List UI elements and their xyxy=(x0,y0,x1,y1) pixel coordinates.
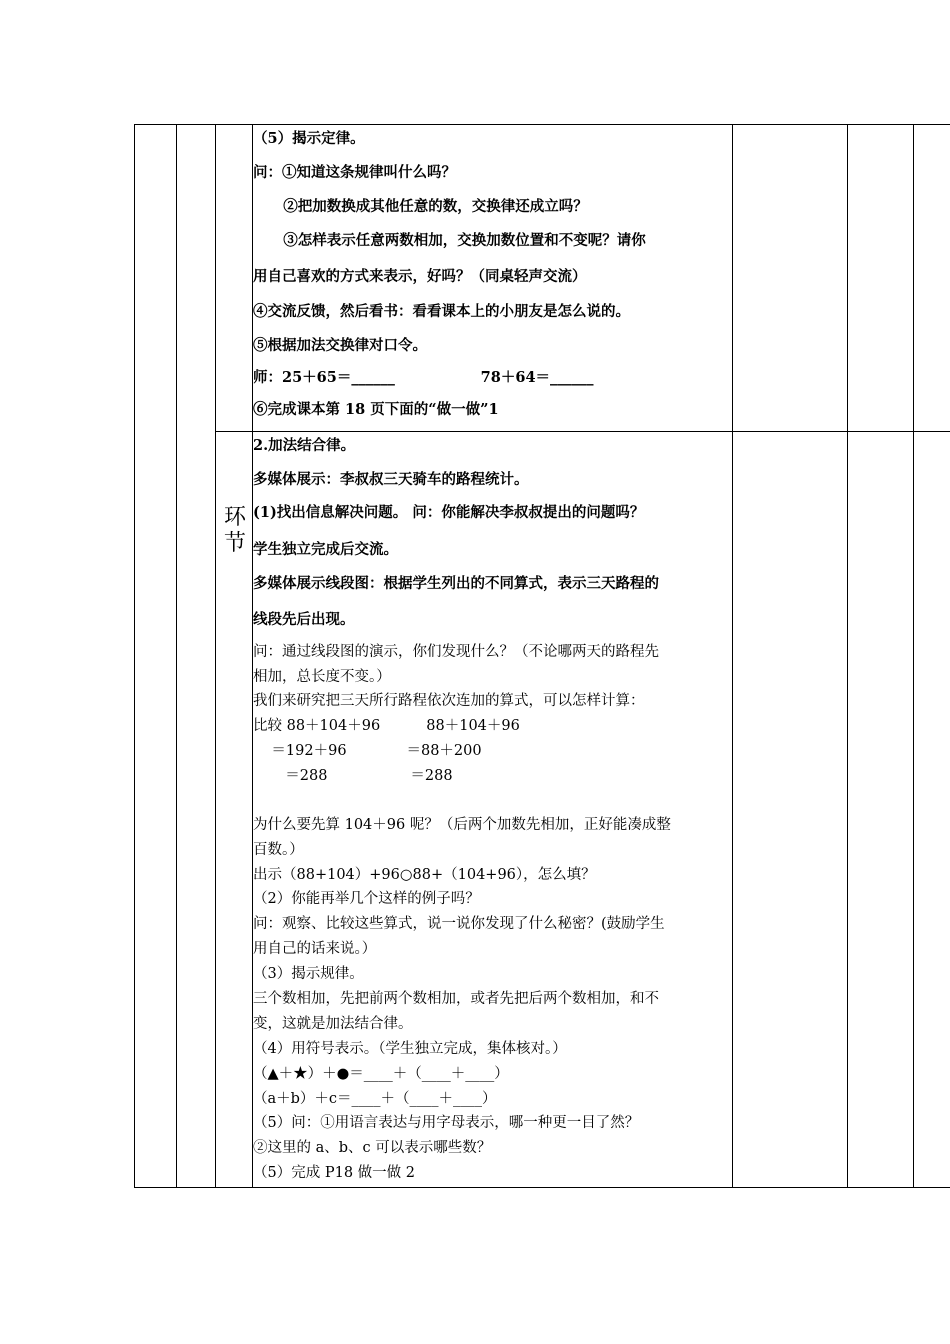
text-line: 出示（88+104）+96○88+（104+96），怎么填？ xyxy=(253,867,596,883)
text-line: （5）完成 P18 做一做 2 xyxy=(253,1165,415,1181)
text-line: ＝192＋96 ＝88＋200 xyxy=(253,743,482,759)
text-line: 线段先后出现。 xyxy=(253,611,355,628)
text-line: 师：25＋65＝______ 78＋64＝______ xyxy=(253,369,594,386)
text-line: （3）揭示规律。 xyxy=(253,966,364,982)
text-line: （▲＋★）＋●＝____＋（____＋____） xyxy=(253,1066,509,1082)
text-line: 三个数相加，先把前两个数相加，或者先把后两个数相加，和不 xyxy=(253,991,659,1007)
text-line: （5）揭示定律。 xyxy=(253,130,365,147)
text-line: （5）问：①用语言表达与用字母表示，哪一种更一目了然？ xyxy=(253,1115,640,1131)
side-label: 环节 xyxy=(223,505,246,556)
text-line: 为什么要先算 104＋96 呢？（后两个加数先相加，正好能凑成整 xyxy=(253,817,671,833)
text-line: 学生独立完成后交流。 xyxy=(253,541,398,558)
text-line: ⑥完成课本第 18 页下面的“做一做”1 xyxy=(253,401,499,418)
table-border-left xyxy=(134,124,135,1188)
table-border-bottom xyxy=(134,1187,950,1188)
text-line: ②把加数换成其他任意的数，交换律还成立吗？ xyxy=(253,198,588,215)
text-line: 问：通过线段图的演示，你们发现什么？（不论哪两天的路程先 xyxy=(253,644,659,660)
text-line: 问：①知道这条规律叫什么吗？ xyxy=(253,164,456,181)
table-column-line xyxy=(847,124,848,1188)
table-column-line xyxy=(913,124,914,1188)
text-line: 比较 88＋104＋96 88＋104＋96 xyxy=(253,718,520,734)
table-column-line xyxy=(732,124,733,1188)
text-line: 百数。） xyxy=(253,842,304,858)
text-line: ＝288 ＝288 xyxy=(253,768,453,784)
text-line: 问：观察、比较这些算式，说一说你发现了什么秘密？(鼓励学生 xyxy=(253,916,665,932)
table-column-line xyxy=(176,124,177,1188)
text-line: （2）你能再举几个这样的例子吗？ xyxy=(253,891,480,907)
text-line: 2.加法结合律。 xyxy=(253,437,356,454)
text-line: 多媒体展示：李叔叔三天骑车的路程统计。 xyxy=(253,471,529,488)
text-line: 用自己喜欢的方式来表示，好吗？（同桌轻声交流） xyxy=(253,268,587,285)
text-line: 相加，总长度不变。） xyxy=(253,669,391,685)
text-line: （4）用符号表示。（学生独立完成，集体核对。） xyxy=(253,1041,567,1057)
text-line: ②这里的 a、b、c 可以表示哪些数？ xyxy=(253,1140,492,1156)
table-row-line xyxy=(215,431,950,432)
table-border-top xyxy=(134,124,950,125)
text-line: 我们来研究把三天所行路程依次连加的算式，可以怎样计算： xyxy=(253,693,645,709)
text-line: 变，这就是加法结合律。 xyxy=(253,1016,413,1032)
table-column-line xyxy=(215,124,216,1188)
text-line: 多媒体展示线段图：根据学生列出的不同算式，表示三天路程的 xyxy=(253,575,659,592)
text-line: （a＋b）＋c＝____＋（____＋____） xyxy=(253,1091,497,1107)
text-line: ④交流反馈，然后看书：看看课本上的小朋友是怎么说的。 xyxy=(253,303,630,320)
text-line: 用自己的话来说。） xyxy=(253,941,377,957)
text-line: ⑤根据加法交换律对口令。 xyxy=(253,337,427,354)
text-line: (1)找出信息解决问题。 问：你能解决李叔叔提出的问题吗？ xyxy=(253,504,645,521)
text-line: ③怎样表示任意两数相加，交换加数位置和不变呢？请你 xyxy=(253,232,646,249)
